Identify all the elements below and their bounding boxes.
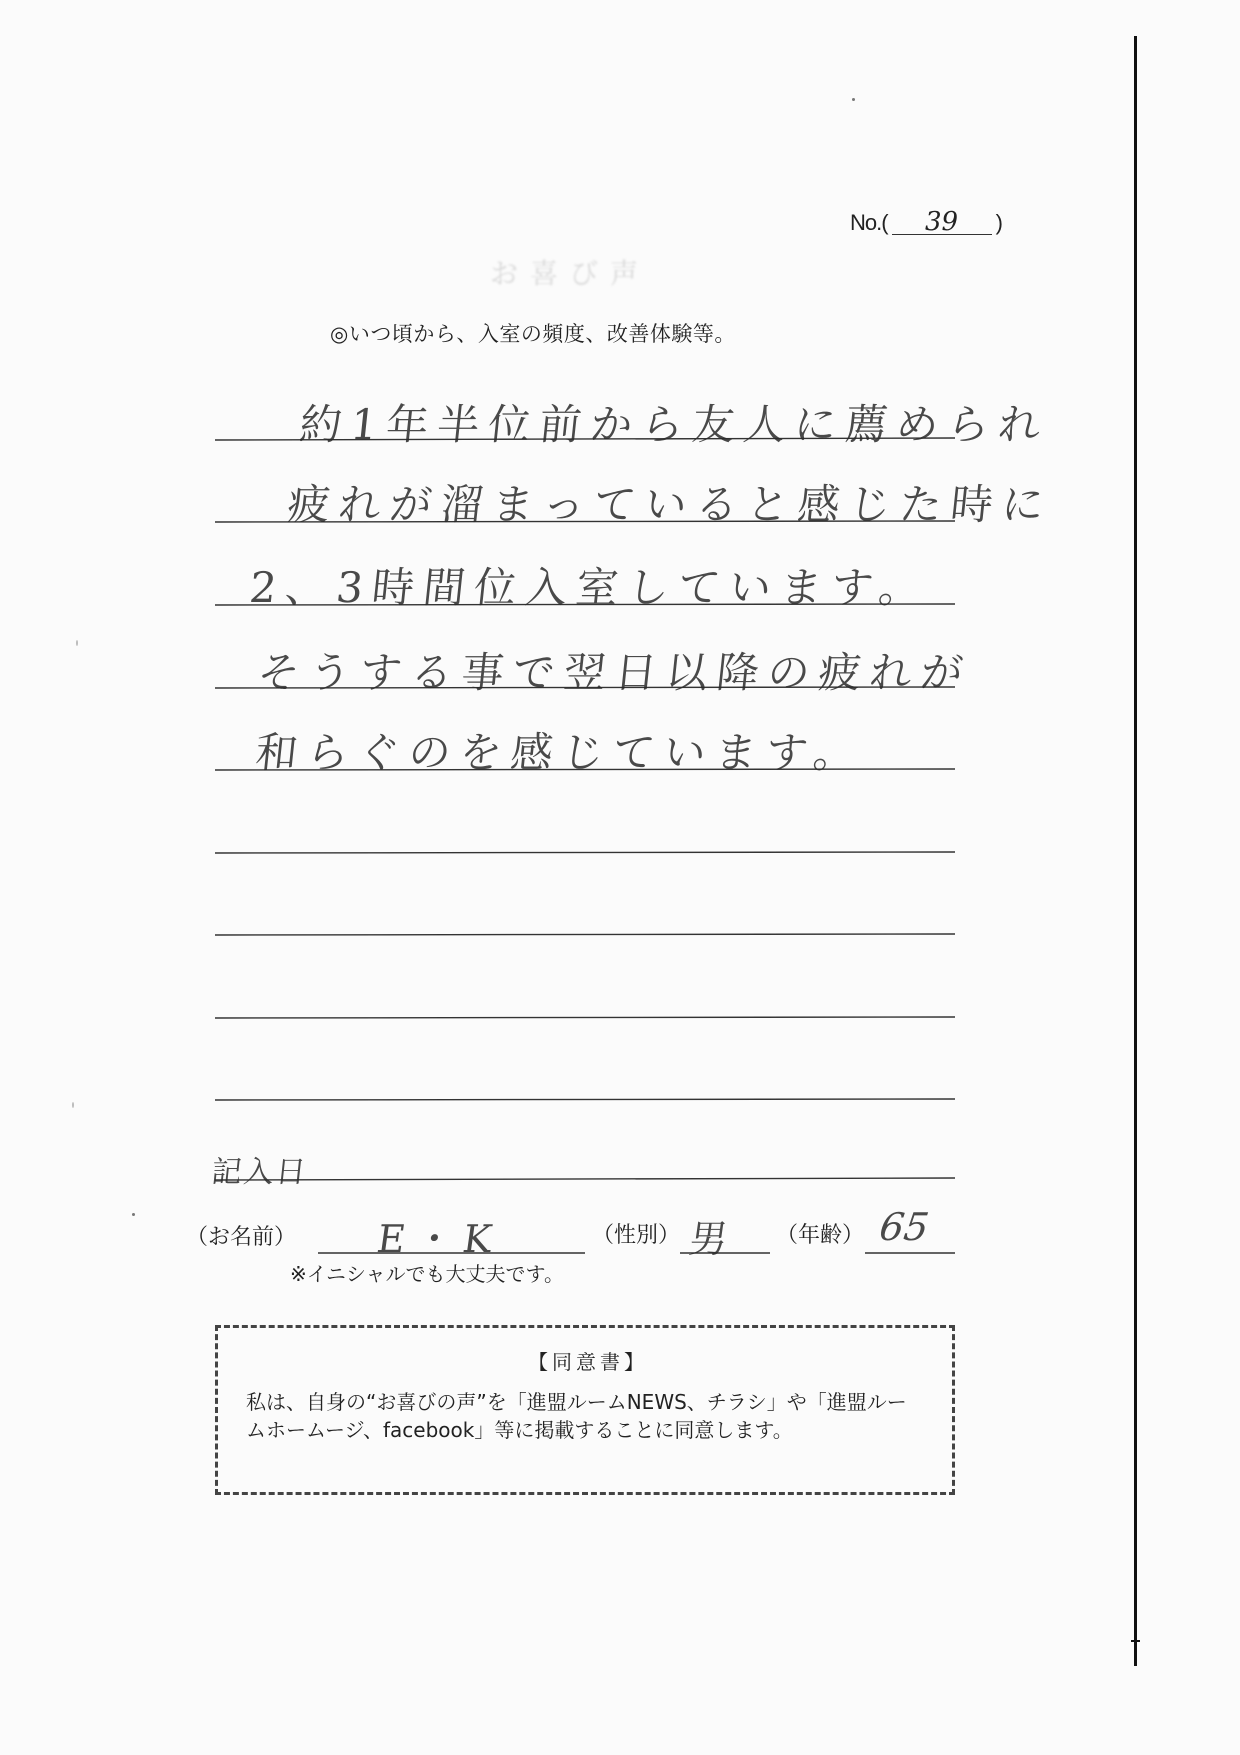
consent-body: 私は、自身の“お喜びの声”を「進盟ルームNEWS、チラシ」や「進盟ルームホームージ、facebook」等に掲載することに同意します。 [246,1390,907,1442]
handwritten-line-1: 約1年半位前から友人に薦められ [297,400,1053,449]
age-label: （年齢） [776,1223,865,1248]
scan-speck [132,1213,135,1216]
consent-box [215,1325,955,1495]
scan-speck [72,1102,74,1108]
document-number-value: 39 [892,210,992,235]
scan-speck [76,640,78,646]
handwritten-line-5: 和らぐのを感じています。 [253,728,867,777]
question-prompt: ◎いつ頃から、入室の頻度、改善体験等。 [330,322,736,346]
gender-value: 男 [686,1217,731,1261]
name-label: （お名前） [186,1225,297,1250]
entry-date-label: 記入日 [209,1155,310,1190]
age-value: 65 [876,1205,932,1249]
handwritten-line-4: そうする事で翌日以降の疲れが [255,648,975,697]
initials-note: ※イニシャルでも大丈夫です。 [290,1262,564,1286]
name-value: E・K [374,1217,505,1261]
document-number [850,207,1003,237]
gender-label: （性別） [592,1223,681,1248]
document-number-label: No.( [850,210,888,235]
handwritten-line-3: 2、3時間位入室しています。 [247,563,933,612]
handwritten-line-2: 疲れが溜まっていると感じた時に [285,480,1056,529]
scan-speck [852,98,855,101]
consent-title: 【同意書】 [528,1350,648,1374]
faded-title: お喜び声 [489,257,650,290]
document-number-close: ) [995,210,1003,235]
